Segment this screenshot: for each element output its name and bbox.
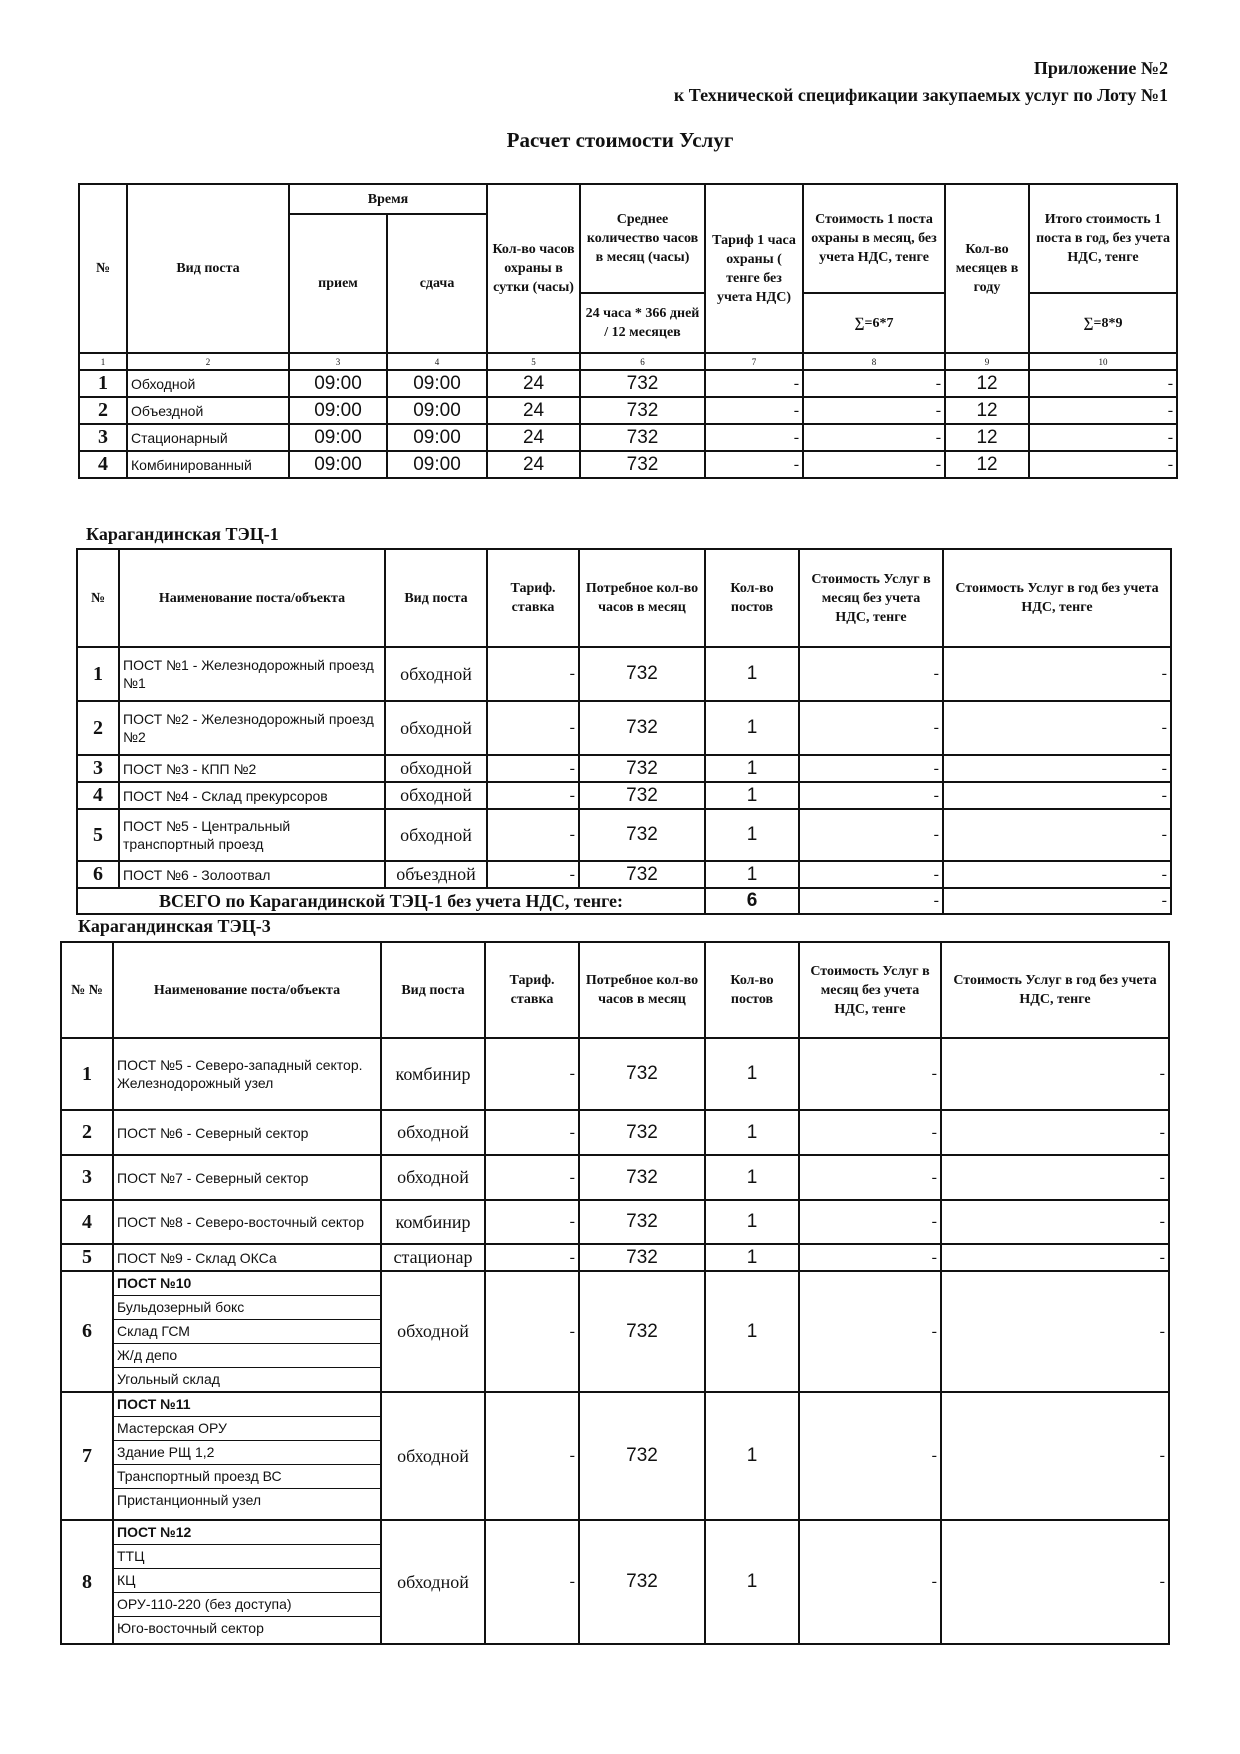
row-month: - [799, 647, 943, 701]
object-item: ПОСТ №12 [114, 1521, 380, 1545]
row-year: - [941, 1271, 1169, 1392]
row-name: ПОСТ №1 - Железнодорожный проезд №1 [119, 647, 385, 701]
row-accept: 09:00 [289, 370, 387, 397]
row-no: 2 [77, 701, 119, 755]
row-type: Стационарный [127, 424, 289, 451]
row-accept: 09:00 [289, 451, 387, 478]
row-name: ПОСТ №8 - Северо-восточный сектор [113, 1200, 381, 1244]
col-number: 2 [127, 353, 289, 370]
document-title: Расчет стоимости Услуг [506, 128, 734, 152]
object-item: ТТЦ [114, 1545, 380, 1569]
header-cost-year: Стоимость Услуг в год без учета НДС, тенге [943, 549, 1171, 647]
row-tariff: - [485, 1200, 579, 1244]
row-month: - [799, 1520, 941, 1644]
row-cost: - [803, 397, 945, 424]
row-no: 8 [61, 1520, 113, 1644]
header-tariff: Тариф 1 часа охраны ( тенге без учета НДС) [705, 184, 803, 353]
row-type: Обходной [127, 370, 289, 397]
row-type: Объездной [127, 397, 289, 424]
table-row [79, 424, 1177, 451]
header-no: № № [61, 942, 113, 1038]
row-type: обходной [385, 755, 487, 782]
table-row [61, 1038, 1169, 1110]
row-hours: 24 [487, 451, 580, 478]
row-year: - [941, 1244, 1169, 1271]
header-tariff: Тариф. ставка [487, 549, 579, 647]
row-hours: 732 [579, 1200, 705, 1244]
row-year: - [941, 1392, 1169, 1520]
row-handover: 09:00 [387, 370, 487, 397]
row-month: - [799, 782, 943, 809]
row-total: - [1029, 451, 1177, 478]
row-tariff: - [487, 755, 579, 782]
row-posts: 1 [705, 1392, 799, 1520]
row-no: 4 [79, 451, 127, 478]
col-number: 7 [705, 353, 803, 370]
row-type: обходной [385, 701, 487, 755]
object-item: ОРУ-110-220 (без доступа) [114, 1593, 380, 1617]
header-time: Время [289, 184, 487, 214]
header-hours-per-day: Кол-во часов охраны в сутки (часы) [487, 184, 580, 353]
page-header [674, 55, 1168, 109]
row-name: ПОСТ №6 - Северный сектор [113, 1110, 381, 1155]
row-name: ПОСТ №2 - Железнодорожный проезд №2 [119, 701, 385, 755]
header-name: Наименование поста/объекта [119, 549, 385, 647]
object-item: Склад ГСМ [114, 1320, 380, 1344]
row-month: - [799, 861, 943, 888]
header-no: № [77, 549, 119, 647]
total-month: - [799, 888, 943, 914]
row-tariff: - [485, 1155, 579, 1200]
row-no: 7 [61, 1392, 113, 1520]
total-year: - [943, 888, 1171, 914]
row-posts: 1 [705, 1110, 799, 1155]
row-tariff: - [705, 370, 803, 397]
row-year: - [941, 1155, 1169, 1200]
header-months: Кол-во месяцев в году [945, 184, 1029, 353]
table-row [61, 1110, 1169, 1155]
row-tariff: - [705, 397, 803, 424]
row-type: обходной [381, 1110, 485, 1155]
row-posts: 1 [705, 1520, 799, 1644]
row-type: обходной [385, 647, 487, 701]
table-row [61, 1155, 1169, 1200]
row-name: ПОСТ №3 - КПП №2 [119, 755, 385, 782]
row-month: - [799, 701, 943, 755]
row-hours: 732 [579, 1244, 705, 1271]
row-avg: 732 [580, 397, 705, 424]
row-name: ПОСТ №9 - Склад ОКСа [113, 1244, 381, 1271]
row-tariff: - [485, 1271, 579, 1392]
row-type: стационар [381, 1244, 485, 1271]
object-item: Здание РЩ 1,2 [114, 1441, 380, 1465]
header-avg-formula: 24 часа * 366 дней / 12 месяцев [580, 293, 705, 353]
row-type: комбинир [381, 1038, 485, 1110]
row-type: обходной [385, 782, 487, 809]
row-month: - [799, 1038, 941, 1110]
object-item: Юго-восточный сектор [117, 1620, 264, 1636]
row-hours: 732 [579, 1038, 705, 1110]
row-year: - [943, 755, 1171, 782]
row-hours: 732 [579, 782, 705, 809]
row-hours: 732 [579, 755, 705, 782]
total-row [77, 888, 1171, 914]
row-months: 12 [945, 424, 1029, 451]
row-posts: 1 [705, 1200, 799, 1244]
header-no: № [79, 184, 127, 353]
row-cost: - [803, 370, 945, 397]
row-total: - [1029, 370, 1177, 397]
row-tariff: - [487, 701, 579, 755]
header-cost-month: Стоимость 1 поста охраны в месяц, без учета НДС, тенге [803, 184, 945, 293]
post-types-table [78, 183, 1178, 479]
row-posts: 1 [705, 1271, 799, 1392]
object-item: ПОСТ №11 [114, 1393, 380, 1417]
row-year: - [943, 809, 1171, 861]
row-no: 2 [79, 397, 127, 424]
table-row [79, 397, 1177, 424]
object-item: Угольный склад [117, 1371, 220, 1387]
table-row [77, 701, 1171, 755]
row-type: объездной [385, 861, 487, 888]
row-year: - [943, 782, 1171, 809]
row-no: 1 [79, 370, 127, 397]
col-number: 3 [289, 353, 387, 370]
row-no: 1 [77, 647, 119, 701]
row-handover: 09:00 [387, 397, 487, 424]
row-months: 12 [945, 370, 1029, 397]
table-row [61, 1392, 1169, 1520]
row-month: - [799, 1244, 941, 1271]
row-no: 1 [61, 1038, 113, 1110]
row-hours: 732 [579, 809, 705, 861]
row-months: 12 [945, 451, 1029, 478]
row-posts: 1 [705, 1244, 799, 1271]
row-year: - [941, 1200, 1169, 1244]
row-hours: 732 [579, 861, 705, 888]
row-handover: 09:00 [387, 424, 487, 451]
row-month: - [799, 1392, 941, 1520]
table-row [61, 1271, 1169, 1392]
row-year: - [941, 1110, 1169, 1155]
row-month: - [799, 1155, 941, 1200]
row-cost: - [803, 424, 945, 451]
row-month: - [799, 755, 943, 782]
object-item: ПОСТ №10 [114, 1272, 380, 1296]
row-month: - [799, 1110, 941, 1155]
header-avg-hours: Среднее количество часов в месяц (часы) [580, 184, 705, 293]
header-post-type: Вид поста [127, 184, 289, 353]
row-posts: 1 [705, 1155, 799, 1200]
row-no: 5 [61, 1244, 113, 1271]
row-hours: 732 [579, 647, 705, 701]
header-hours: Потребное кол-во часов в месяц [579, 549, 705, 647]
row-hours: 24 [487, 370, 580, 397]
section-title-tec3: Карагандинская ТЭЦ-3 [78, 916, 271, 936]
row-object-list [113, 1392, 381, 1520]
row-posts: 1 [705, 755, 799, 782]
row-tariff: - [705, 451, 803, 478]
row-month: - [799, 1200, 941, 1244]
row-type: обходной [385, 809, 487, 861]
row-tariff: - [485, 1392, 579, 1520]
row-hours: 732 [579, 1155, 705, 1200]
row-no: 3 [79, 424, 127, 451]
row-tariff: - [485, 1244, 579, 1271]
row-tariff: - [485, 1110, 579, 1155]
row-posts: 1 [705, 809, 799, 861]
row-type: комбинир [381, 1200, 485, 1244]
table-row [61, 1244, 1169, 1271]
col-number: 5 [487, 353, 580, 370]
row-hours: 732 [579, 1520, 705, 1644]
row-object-list [113, 1520, 381, 1644]
row-no: 4 [77, 782, 119, 809]
row-posts: 1 [705, 782, 799, 809]
row-no: 6 [61, 1271, 113, 1392]
row-year: - [943, 701, 1171, 755]
row-hours: 24 [487, 397, 580, 424]
row-month: - [799, 1271, 941, 1392]
total-posts: 6 [705, 888, 799, 914]
column-numbers-row [79, 353, 1177, 370]
row-year: - [941, 1038, 1169, 1110]
header-type: Вид поста [385, 549, 487, 647]
row-hours: 732 [579, 1110, 705, 1155]
object-item: Бульдозерный бокс [114, 1296, 380, 1320]
row-avg: 732 [580, 424, 705, 451]
header-type: Вид поста [381, 942, 485, 1038]
header-tariff: Тариф. ставка [485, 942, 579, 1038]
table-row [77, 647, 1171, 701]
row-tariff: - [485, 1038, 579, 1110]
col-number: 4 [387, 353, 487, 370]
header-cost-year: Стоимость Услуг в год без учета НДС, тенге [941, 942, 1169, 1038]
row-name: ПОСТ №5 - Северо-западный сектор. Железнодорожный узел [113, 1038, 381, 1110]
header-cost-formula: ∑=6*7 [803, 293, 945, 353]
header-posts: Кол-во постов [705, 942, 799, 1038]
row-tariff: - [485, 1520, 579, 1644]
appendix-subtitle: к Технической спецификации закупаемых услуг по Лоту №1 [673, 85, 1168, 105]
total-label: ВСЕГО по Карагандинской ТЭЦ-1 без учета НДС, тенге: [77, 888, 705, 914]
header-cost-month: Стоимость Услуг в месяц без учета НДС, тенге [799, 942, 941, 1038]
row-hours: 24 [487, 424, 580, 451]
tec3-table [60, 941, 1170, 1645]
header-handover: сдача [387, 214, 487, 353]
row-tariff: - [487, 782, 579, 809]
table-row [61, 1520, 1169, 1644]
row-no: 2 [61, 1110, 113, 1155]
header-hours: Потребное кол-во часов в месяц [579, 942, 705, 1038]
object-item: КЦ [114, 1569, 380, 1593]
row-type: обходной [381, 1392, 485, 1520]
appendix-label: Приложение №2 [1033, 58, 1168, 78]
row-type: обходной [381, 1520, 485, 1644]
row-posts: 1 [705, 1038, 799, 1110]
object-item: Пристанционный узел [117, 1492, 262, 1508]
row-year: - [943, 647, 1171, 701]
row-hours: 732 [579, 1392, 705, 1520]
table-row [61, 1200, 1169, 1244]
object-item: Транспортный проезд ВС [114, 1465, 380, 1489]
header-cost-month: Стоимость Услуг в месяц без учета НДС, тенге [799, 549, 943, 647]
row-year: - [941, 1520, 1169, 1644]
row-hours: 732 [579, 701, 705, 755]
row-no: 6 [77, 861, 119, 888]
row-tariff: - [487, 861, 579, 888]
row-tariff: - [487, 647, 579, 701]
row-type: обходной [381, 1155, 485, 1200]
row-total: - [1029, 397, 1177, 424]
row-accept: 09:00 [289, 424, 387, 451]
table-row [77, 782, 1171, 809]
row-accept: 09:00 [289, 397, 387, 424]
table-row [79, 451, 1177, 478]
row-name: ПОСТ №5 - Центральный транспортный проезд [119, 809, 385, 861]
col-number: 1 [79, 353, 127, 370]
row-no: 5 [77, 809, 119, 861]
row-posts: 1 [705, 647, 799, 701]
object-item: Мастерская ОРУ [114, 1417, 380, 1441]
tec1-table [76, 548, 1172, 915]
row-hours: 732 [579, 1271, 705, 1392]
row-object-list [113, 1271, 381, 1392]
row-type: обходной [381, 1271, 485, 1392]
row-name: ПОСТ №6 - Золоотвал [119, 861, 385, 888]
row-tariff: - [487, 809, 579, 861]
row-avg: 732 [580, 451, 705, 478]
row-avg: 732 [580, 370, 705, 397]
header-posts: Кол-во постов [705, 549, 799, 647]
row-posts: 1 [705, 701, 799, 755]
row-name: ПОСТ №4 - Склад прекурсоров [119, 782, 385, 809]
row-no: 3 [77, 755, 119, 782]
row-no: 3 [61, 1155, 113, 1200]
col-number: 10 [1029, 353, 1177, 370]
table-row [77, 861, 1171, 888]
row-month: - [799, 809, 943, 861]
row-handover: 09:00 [387, 451, 487, 478]
object-item: Ж/д депо [114, 1344, 380, 1368]
row-name: ПОСТ №7 - Северный сектор [113, 1155, 381, 1200]
row-type: Комбинированный [127, 451, 289, 478]
col-number: 6 [580, 353, 705, 370]
header-accept: прием [289, 214, 387, 353]
row-tariff: - [705, 424, 803, 451]
row-no: 4 [61, 1200, 113, 1244]
row-total: - [1029, 424, 1177, 451]
col-number: 8 [803, 353, 945, 370]
table-row [77, 809, 1171, 861]
header-total-year: Итого стоимость 1 поста в год, без учета НДС, тенге [1029, 184, 1177, 293]
header-total-formula: ∑=8*9 [1029, 293, 1177, 353]
header-name: Наименование поста/объекта [113, 942, 381, 1038]
row-cost: - [803, 451, 945, 478]
col-number: 9 [945, 353, 1029, 370]
row-posts: 1 [705, 861, 799, 888]
row-months: 12 [945, 397, 1029, 424]
table-row [79, 370, 1177, 397]
table-row [77, 755, 1171, 782]
row-year: - [943, 861, 1171, 888]
section-title-tec1: Карагандинская ТЭЦ-1 [86, 524, 279, 544]
